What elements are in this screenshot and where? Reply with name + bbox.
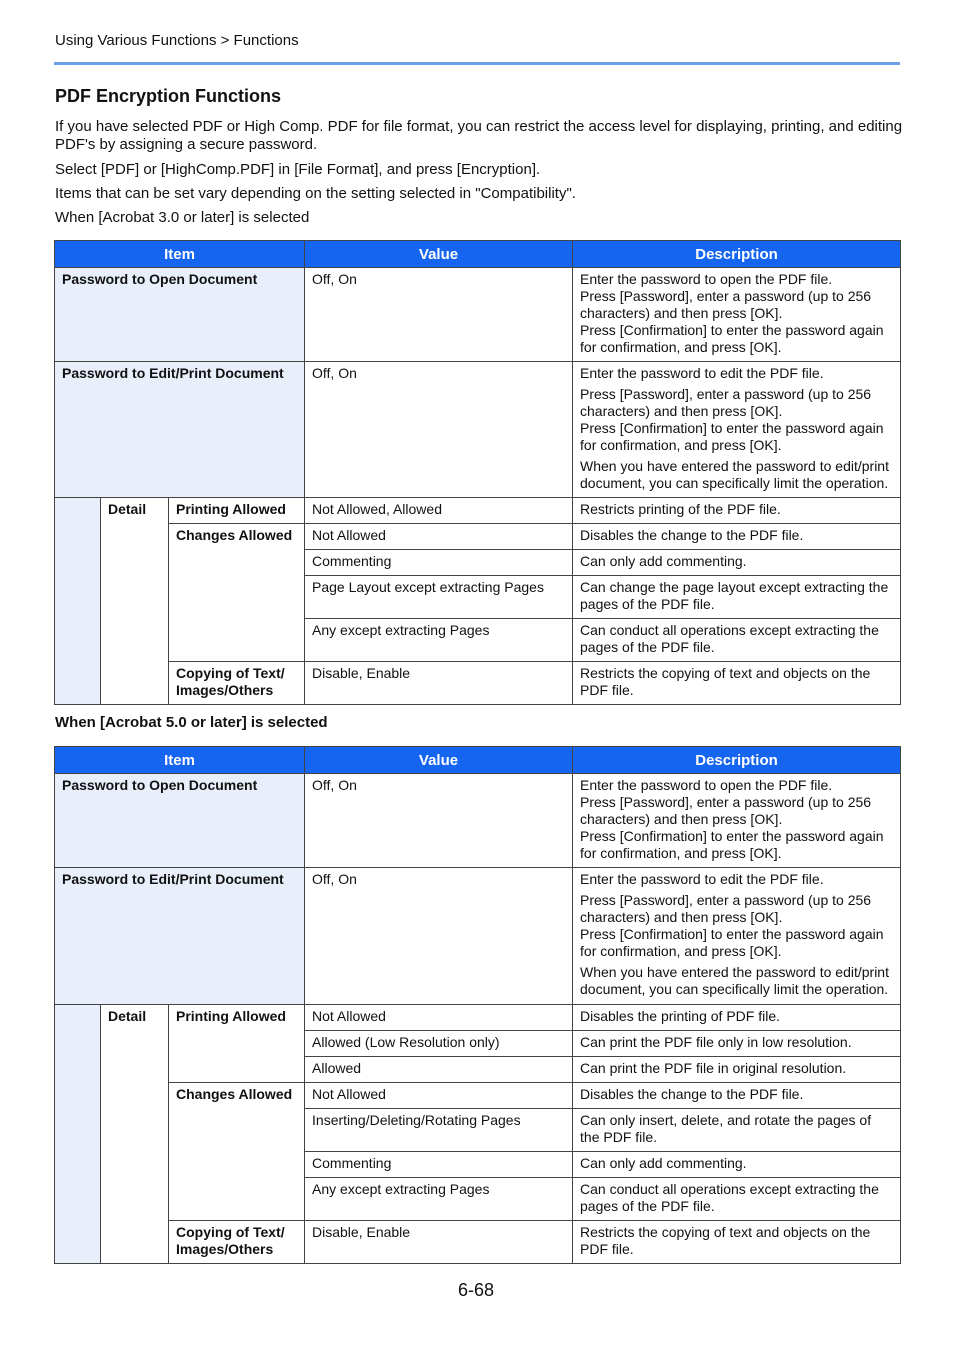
- description-cell: Disables the printing of PDF file.: [573, 1005, 901, 1031]
- table-row: [55, 662, 901, 705]
- description-cell: Can print the PDF file only in low resolution.: [573, 1031, 901, 1057]
- indent-cell: [55, 1005, 101, 1264]
- description-line: Enter the password to edit the PDF file.: [580, 871, 824, 887]
- table-row: [55, 1221, 901, 1264]
- description-cell: Restricts the copying of text and objects on the PDF file.: [573, 1221, 901, 1264]
- value-column-header: Value: [305, 747, 573, 774]
- description-line: When you have entered the password to edit/print document, you can specifically limit the operation.: [580, 458, 889, 491]
- step-paragraph: Select [PDF] or [HighComp.PDF] in [File Format], and press [Encryption].: [55, 161, 541, 178]
- acrobat5-subhead: When [Acrobat 5.0 or later] is selected: [55, 714, 328, 731]
- page-number: 6-68: [458, 1280, 495, 1300]
- table-row: [55, 362, 901, 498]
- changes-allowed-label: Changes Allowed: [169, 1083, 305, 1221]
- table-row: [55, 1083, 901, 1109]
- description-cell: Can conduct all operations except extracting the pages of the PDF file.: [573, 1178, 901, 1221]
- breadcrumb: Using Various Functions > Functions: [55, 32, 299, 49]
- table-header-row: [55, 747, 901, 774]
- description-cell: [573, 774, 901, 868]
- value-cell: Off, On: [305, 774, 573, 868]
- description-cell: Can only add commenting.: [573, 550, 901, 576]
- section-title: PDF Encryption Functions: [55, 86, 282, 106]
- table-header-row: [55, 241, 901, 268]
- description-line: Press [Password], enter a password (up to 256 characters) and then press [OK].: [580, 892, 872, 925]
- acrobat5-table: [54, 746, 901, 1264]
- value-cell: Off, On: [305, 868, 573, 1005]
- description-line: Press [Confirmation] to enter the password again for confirmation, and press [OK].: [580, 828, 884, 861]
- copying-label: [169, 1221, 305, 1264]
- value-cell: Not Allowed, Allowed: [305, 498, 573, 524]
- table-row: [55, 868, 901, 1005]
- value-cell: Not Allowed: [305, 1083, 573, 1109]
- table-row: [55, 498, 901, 524]
- acrobat3-subhead: When [Acrobat 3.0 or later] is selected: [55, 209, 310, 226]
- table-row: [55, 268, 901, 362]
- copying-label-line: Images/Others: [176, 1241, 274, 1257]
- detail-label: Detail: [101, 498, 169, 705]
- description-cell: Restricts the copying of text and objects on the PDF file.: [573, 662, 901, 705]
- value-cell: Not Allowed: [305, 524, 573, 550]
- value-cell: Inserting/Deleting/Rotating Pages: [305, 1109, 573, 1152]
- description-line: Enter the password to open the PDF file.: [580, 777, 833, 793]
- description-cell: [573, 268, 901, 362]
- description-column-header: Description: [573, 747, 901, 774]
- description-cell: [573, 362, 901, 498]
- description-cell: [573, 868, 901, 1005]
- value-cell: Allowed: [305, 1057, 573, 1083]
- description-cell: Can change the page layout except extracting the pages of the PDF file.: [573, 576, 901, 619]
- copying-label-line: Images/Others: [176, 682, 274, 698]
- item-cell: Password to Open Document: [55, 774, 305, 868]
- value-cell: Any except extracting Pages: [305, 619, 573, 662]
- description-column-header: Description: [573, 241, 901, 268]
- value-cell: Disable, Enable: [305, 1221, 573, 1264]
- item-cell: Password to Open Document: [55, 268, 305, 362]
- copying-label: [169, 662, 305, 705]
- description-line: When you have entered the password to edit/print document, you can specifically limit the operation.: [580, 964, 889, 997]
- value-cell: Not Allowed: [305, 1005, 573, 1031]
- note-paragraph: Items that can be set vary depending on the setting selected in "Compatibility".: [55, 185, 576, 202]
- value-cell: Any except extracting Pages: [305, 1178, 573, 1221]
- description-cell: Can only add commenting.: [573, 1152, 901, 1178]
- description-line: Press [Confirmation] to enter the password again for confirmation, and press [OK].: [580, 926, 884, 959]
- description-line: Enter the password to edit the PDF file.: [580, 365, 824, 381]
- description-line: Press [Confirmation] to enter the password again for confirmation, and press [OK].: [580, 322, 884, 355]
- table-row: [55, 524, 901, 550]
- value-cell: Off, On: [305, 362, 573, 498]
- value-cell: Disable, Enable: [305, 662, 573, 705]
- changes-allowed-label: Changes Allowed: [169, 524, 305, 662]
- printing-allowed-label: Printing Allowed: [169, 498, 305, 524]
- table-row: [55, 774, 901, 868]
- description-cell: Can conduct all operations except extracting the pages of the PDF file.: [573, 619, 901, 662]
- description-cell: Disables the change to the PDF file.: [573, 1083, 901, 1109]
- item-cell: Password to Edit/Print Document: [55, 868, 305, 1005]
- description-line: Press [Confirmation] to enter the password again for confirmation, and press [OK].: [580, 420, 884, 453]
- description-line: Enter the password to open the PDF file.: [580, 271, 833, 287]
- value-cell: Allowed (Low Resolution only): [305, 1031, 573, 1057]
- header-divider: [54, 62, 900, 65]
- value-cell: Commenting: [305, 1152, 573, 1178]
- description-line: Press [Password], enter a password (up to 256 characters) and then press [OK].: [580, 288, 872, 321]
- description-cell: Restricts printing of the PDF file.: [573, 498, 901, 524]
- copying-label-line: Copying of Text/: [176, 1224, 285, 1240]
- value-cell: Off, On: [305, 268, 573, 362]
- item-column-header: Item: [55, 241, 305, 268]
- intro-paragraph: If you have selected PDF or High Comp. PDF for file format, you can restrict the access level for displaying, printing, and editing PDF's by assigning a secure password.: [55, 118, 903, 153]
- description-line: Press [Password], enter a password (up to 256 characters) and then press [OK].: [580, 386, 872, 419]
- printing-allowed-label: Printing Allowed: [169, 1005, 305, 1083]
- copying-label-line: Copying of Text/: [176, 665, 285, 681]
- detail-label: Detail: [101, 1005, 169, 1264]
- value-column-header: Value: [305, 241, 573, 268]
- description-cell: Can print the PDF file in original resolution.: [573, 1057, 901, 1083]
- description-line: Press [Password], enter a password (up to 256 characters) and then press [OK].: [580, 794, 872, 827]
- item-cell: Password to Edit/Print Document: [55, 362, 305, 498]
- description-cell: Can only insert, delete, and rotate the pages of the PDF file.: [573, 1109, 901, 1152]
- item-column-header: Item: [55, 747, 305, 774]
- table-row: [55, 1005, 901, 1031]
- acrobat3-table: [54, 240, 901, 705]
- description-cell: Disables the change to the PDF file.: [573, 524, 901, 550]
- value-cell: Commenting: [305, 550, 573, 576]
- indent-cell: [55, 498, 101, 705]
- value-cell: Page Layout except extracting Pages: [305, 576, 573, 619]
